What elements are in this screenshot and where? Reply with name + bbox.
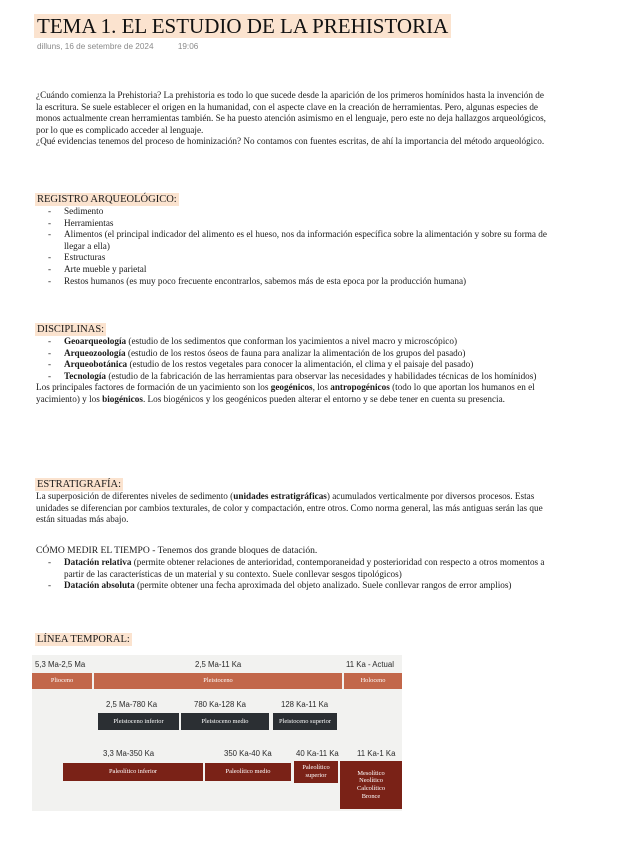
timeline-label: 40 Ka-11 Ka xyxy=(296,749,339,758)
list-item: - Alimentos (el principal indicador del alimento es el hueso, nos da información específica sobre la alimentación y sobre su forma de llegar a ella) xyxy=(64,229,548,252)
factores-paragraph xyxy=(36,382,548,405)
timeline-label: 3,3 Ma-350 Ka xyxy=(103,749,155,758)
term: Arqueobotánica xyxy=(64,359,128,370)
timeline-bar-pleistoceno-medio: Pleistoceno medio xyxy=(181,713,269,730)
list-item: - Sedimento xyxy=(64,206,548,218)
medir-section xyxy=(36,545,548,592)
timeline-label: 5,3 Ma-2,5 Ma xyxy=(35,660,86,669)
list-item xyxy=(64,580,548,592)
timeline-label: 11 Ka - Actual xyxy=(346,660,394,669)
registro-section xyxy=(36,193,548,287)
intro-paragraph-2: ¿Qué evidencias tenemos del proceso de hominización? No contamos con fuentes escritas, de ahí la importancia del método arqueológico. xyxy=(36,136,545,147)
list-item xyxy=(64,557,548,580)
timeline-label: 128 Ka-11 Ka xyxy=(281,700,329,709)
timeline-bar-plioceno: Plioceno xyxy=(32,673,92,689)
list-item: - Restos humanos (es muy poco frecuente encontrarlos, sabemos más de esta epoca por la producción humana) xyxy=(64,276,548,288)
text-run: , los xyxy=(312,382,331,393)
timeline-bar-holoceno: Holoceno xyxy=(344,673,402,689)
estratigrafia-heading: ESTRATIGRAFÍA: xyxy=(37,479,122,490)
estratigrafia-section xyxy=(36,478,548,526)
timeline-label: 780 Ka-128 Ka xyxy=(194,700,247,709)
disciplinas-list xyxy=(36,336,548,382)
term: Datación relativa xyxy=(64,557,132,567)
period-label: Calcolítico xyxy=(356,785,386,792)
timeline-bar-paleolitico-inferior: Paleolítico inferior xyxy=(63,763,203,781)
term-desc: (estudio de los restos óseos de fauna para analizar la alimentación de los grupos del pasado) xyxy=(125,347,466,358)
linea-heading: LÍNEA TEMPORAL: xyxy=(37,634,130,645)
disciplinas-section xyxy=(36,323,548,406)
bold-term: antropogénicos xyxy=(330,382,390,393)
disciplinas-heading: DISCIPLINAS: xyxy=(37,324,105,335)
timeline-bar-paleolitico-superior: Paleolítico superior xyxy=(294,761,338,783)
list-item: - Estructuras xyxy=(64,252,548,264)
list-item xyxy=(64,359,548,371)
note-date: dilluns, 16 de setembre de 2024 xyxy=(37,42,154,51)
term-desc: (estudio de los sedimentos que conforman los yacimientos a nivel macro y microscópico) xyxy=(126,336,458,346)
text-run: ) acumulados verticalmente por diversos procesos. Estas unidades se diferencian por cambios texturales, de color y compactación, entre otros. Como norma general, las más antiguas serán las que están situadas más abajo. xyxy=(36,491,543,525)
note-time: 19:06 xyxy=(177,42,199,51)
timeline-bar-pleistoceno-superior: Pleistoceno superior xyxy=(273,713,337,730)
intro-section xyxy=(36,90,548,148)
registro-list xyxy=(36,206,548,287)
term: Geoarqueología xyxy=(64,336,127,346)
term-desc: (estudio de los restos vegetales para conocer la alimentación, el clima y el paisaje del pasado) xyxy=(127,359,474,370)
medir-list xyxy=(36,557,548,592)
list-item xyxy=(64,336,548,348)
timeline-bar-holocene-periods xyxy=(340,761,402,809)
note-meta xyxy=(37,42,198,51)
list-item: - Arte mueble y parietal xyxy=(64,264,548,276)
term: Arqueozoología xyxy=(64,347,126,358)
medir-heading: CÓMO MEDIR EL TIEMPO - Tenemos dos grande bloques de datación. xyxy=(36,545,318,556)
timeline-bar-paleolitico-medio: Paleolítico medio xyxy=(205,763,291,781)
term-desc: (permite obtener una fecha aproximada del objeto analizado. Suele conllevar rangos de error amplios) xyxy=(134,580,512,591)
list-item xyxy=(64,371,548,383)
timeline-label: 2,5 Ma-11 Ka xyxy=(195,660,242,669)
timeline-label: 2,5 Ma-780 Ka xyxy=(106,700,158,709)
registro-heading: REGISTRO ARQUEOLÓGICO: xyxy=(37,194,177,205)
period-label: Mesolítico xyxy=(357,769,385,777)
text-run: . Los biogénicos y los geogénicos pueden alterar el entorno y se debe tener en cuenta su presencia. xyxy=(142,393,505,404)
term: Tecnología xyxy=(64,370,107,381)
text-run: (todo lo que aportan los humanos en el yacimiento) y los xyxy=(36,382,535,404)
estratigrafia-paragraph xyxy=(36,491,548,526)
period-label: Bronce xyxy=(361,792,381,800)
intro-paragraph-1: ¿Cuándo comienza la Prehistoria? La prehistoria es todo lo que sucede desde la aparición de los primeros homínidos hasta la invención de la escritura. Se suele establecer el origen en la humanidad, con el aspecte clave en la creación de herramientas. Pero, algunas especies de monos actualmente crean herramientas también. Se ha puesto atención asimismo en el lenguaje, pero este no deja hallazgos arqueológicos, por lo que es complicado acceder al lenguaje. xyxy=(36,90,546,135)
page-title: TEMA 1. EL ESTUDIO DE LA PREHISTORIA xyxy=(34,14,451,38)
bold-term: biogénicos xyxy=(102,393,143,404)
timeline-label: 11 Ka-1 Ka xyxy=(357,749,396,758)
timeline-figure xyxy=(32,655,402,811)
text-run: Los principales factores de formación de un yacimiento son los xyxy=(36,382,271,393)
text-run: La superposición de diferentes niveles de sedimento ( xyxy=(36,491,234,501)
timeline-bar-pleistoceno-inferior: Pleistoceno inferior xyxy=(98,713,179,730)
linea-section xyxy=(36,633,548,646)
period-label: Neolítico xyxy=(359,777,383,785)
term: Datación absoluta xyxy=(64,580,135,591)
term-desc: (estudio de la fabricación de las herramientas para observar las necesidades y habilidades técnicas de los homínidos) xyxy=(106,370,537,381)
term-desc: (permite obtener relaciones de anterioridad, contemporaneidad y posterioridad con respecto a otros momentos a partir de las características de un material y su contexto. Suele conllevar sesgos tipológicos) xyxy=(64,557,545,579)
list-item: - Herramientas xyxy=(64,218,548,230)
timeline-label: 350 Ka-40 Ka xyxy=(224,749,272,758)
bold-term: unidades estratigráficas xyxy=(233,491,327,501)
list-item xyxy=(64,348,548,360)
timeline-bar-pleistoceno: Pleistoceno xyxy=(94,673,342,689)
bold-term: geogénicos xyxy=(270,382,313,393)
